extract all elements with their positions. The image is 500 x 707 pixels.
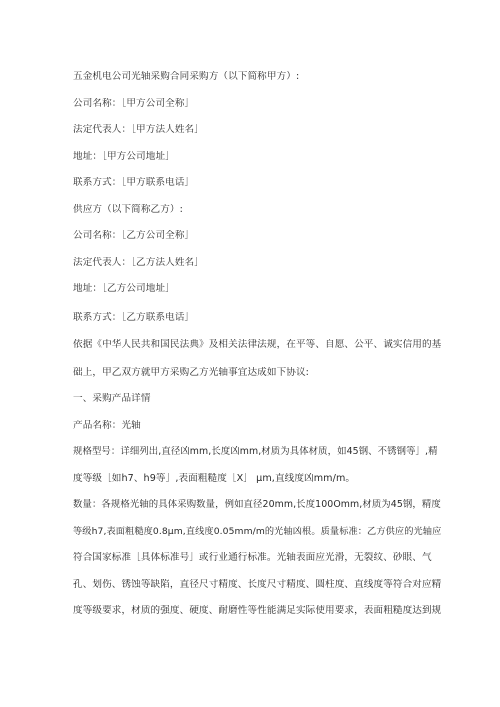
text-line: 等级h7,表面粗糙度0.8μm,直线度0.05mm/m的光轴凶根。质量标准：乙方供应的光轴应 [73,526,442,537]
text-line: 础上，甲乙双方就甲方采购乙方光轴事宜达成如下协议: [73,367,309,378]
section-heading: 一、采购产品详情 [73,393,151,404]
text-line: 规格型号：详细列出,直径凶mm,长度凶mm,材质为具体材质，如45钢、不锈钢等］,精 [73,446,438,457]
text-line: 联系方式：［乙方联系电话］ [73,312,195,323]
text-line: 五金机电公司光轴采购合同采购方（以下简称甲方）: [73,71,300,82]
text-line: 度等级［如h7、h9等］,表面粗糙度［X］ μm,直线度凶mm/m。 [73,473,356,484]
text-line: 地址：［甲方公司地址］ [73,151,175,162]
text-line: 产品名称：光轴 [73,420,141,431]
text-line: 符合国家标准［具体标准号］或行业通行标准。光轴表面应光滑，无裂纹、砂眼、气 [73,552,432,563]
text-line: 公司名称：［乙方公司全称］ [73,230,195,241]
text-line: 地址：［乙方公司地址］ [73,283,175,294]
text-line: 依据《中华人民共和国民法典》及相关法律法规，在平等、自愿、公平、诚实信用的基 [73,339,442,350]
text-line: 公司名称：［甲方公司全称］ [73,98,195,109]
text-line: 联系方式：［甲方联系电话］ [73,177,195,188]
text-line: 供应方（以下简称乙方）: [73,204,183,215]
text-line: 法定代表人：［乙方法人姓名］ [73,257,204,268]
text-line: 法定代表人：［甲方法人姓名］ [73,124,204,135]
text-line: 数量：各规格光轴的具体采购数量，例如直径20mm,长度100Omm,材质为45钢，精度 [73,499,441,510]
text-line: 度等级要求，材质的强度、硬度、耐磨性等性能满足实际使用要求，表面粗糙度达到规 [73,605,442,616]
text-line: 孔、划伤、锈蚀等缺陷，直径尺寸精度、长度尺寸精度、圆柱度、直线度等符合对应精 [73,579,442,590]
